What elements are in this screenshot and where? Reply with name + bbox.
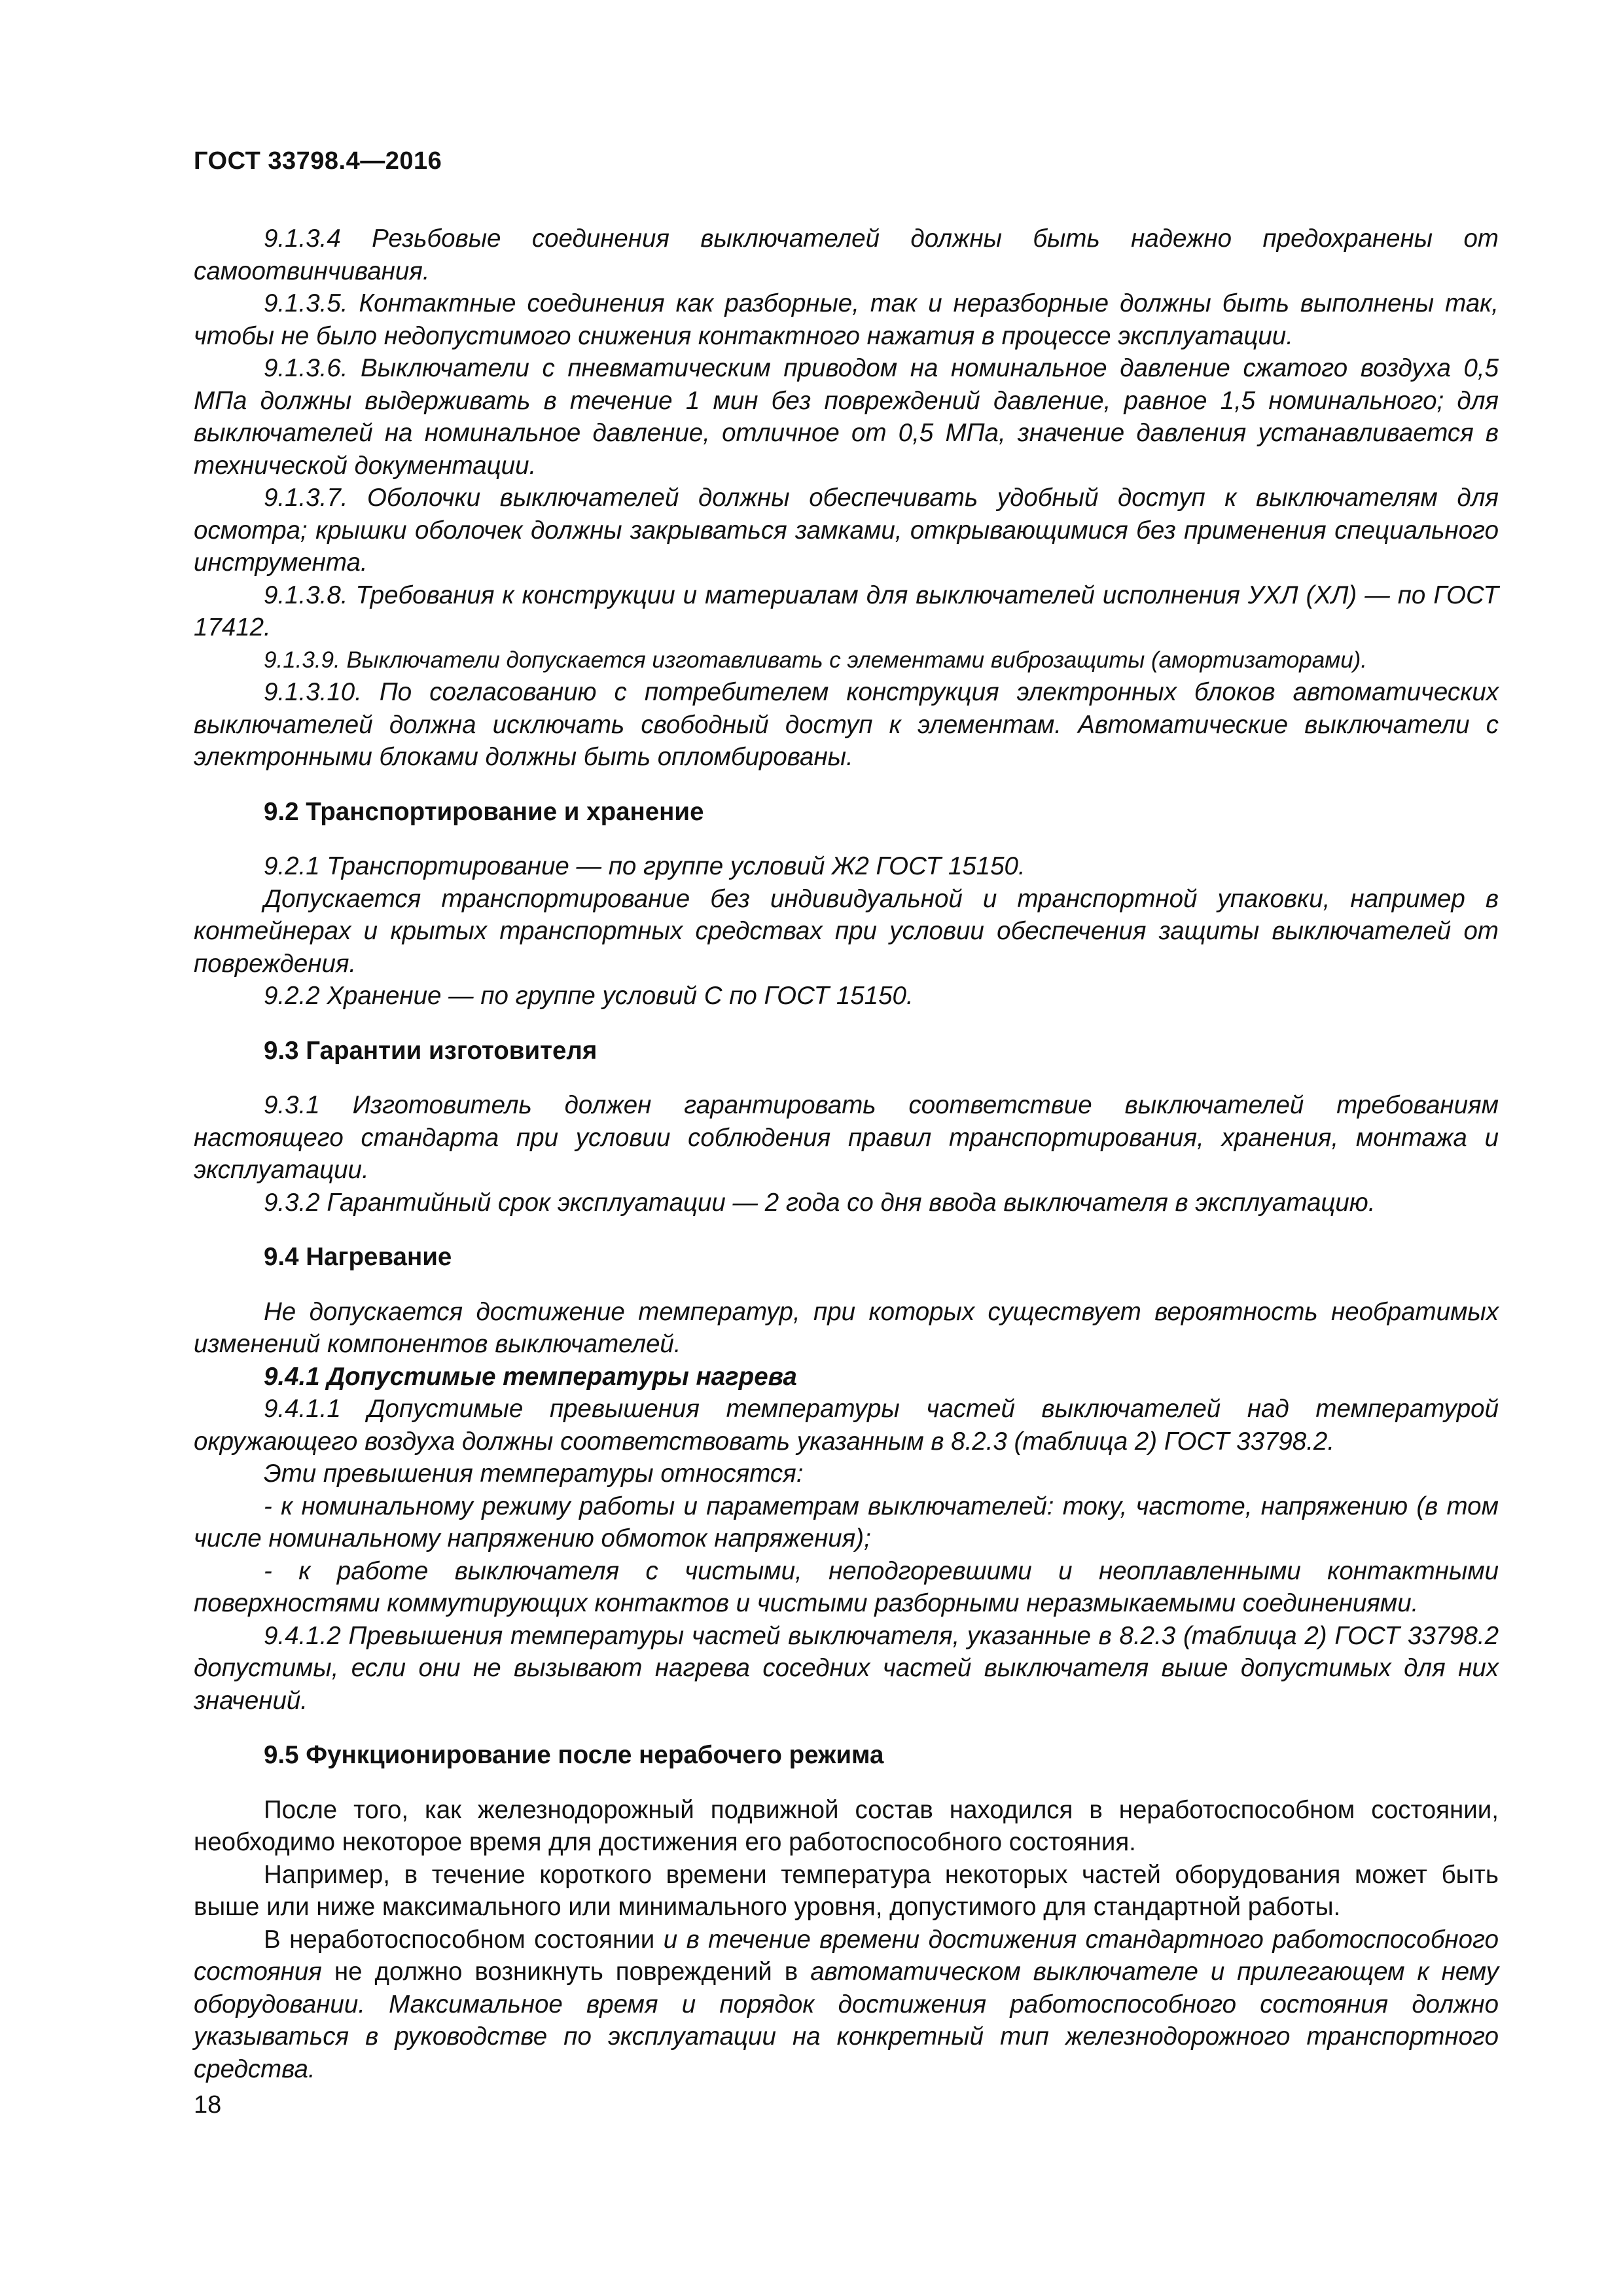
paragraph-9-5-2: Например, в течение короткого времени температура некоторых частей оборудования может быть выше или ниже максимального или минимального уровня, допустимого для стандартной работы. <box>194 1860 1499 1921</box>
paragraph-9-4-intro: Не допускается достижение температур, при которых существует вероятность необратимых изменений компонентов выключателей. <box>194 1297 1499 1358</box>
paragraph-9-1-3-7: 9.1.3.7. Оболочки выключателей должны обеспечивать удобный доступ к выключателям для осмотра; крышки оболочек должны закрываться замками, открывающимися без применения специального инструмента. <box>194 484 1499 577</box>
paragraph-9-3-1: 9.3.1 Изготовитель должен гарантировать соответствие выключателей требованиям настоящего стандарта при условии соблюдения правил транспортирования, хранения, монтажа и эксплуатации. <box>194 1091 1499 1184</box>
paragraph-9-2-2: 9.2.2 Хранение — по группе условий С по ГОСТ 15150. <box>264 982 914 1010</box>
paragraph-9-5-3-part-a: В неработоспособном состоянии <box>264 1925 664 1954</box>
section-heading-9-2: 9.2 Транспортирование и хранение <box>264 797 704 826</box>
paragraph-9-3-2: 9.3.2 Гарантийный срок эксплуатации — 2 года со дня ввода выключателя в эксплуатацию. <box>264 1188 1376 1217</box>
paragraph-9-4-1-1-lead: Эти превышения температуры относятся: <box>264 1460 804 1488</box>
paragraph-9-1-3-10: 9.1.3.10. По согласованию с потребителем конструкция электронных блоков автоматических выключателей должна исключать свободный доступ к элементам. Автоматические выключатели с электронными блоками должны быть опломбированы. <box>194 678 1499 771</box>
paragraph-9-4-1-2: 9.4.1.2 Превышения температуры частей выключателя, указанные в 8.2.3 (таблица 2) ГОСТ 33798.2 допустимы, если они не вызывают нагрева соседних частей выключателя выше допустимых для них значений. <box>194 1621 1499 1715</box>
paragraph-9-1-3-8: 9.1.3.8. Требования к конструкции и материалам для выключателей исполнения УХЛ (ХЛ) — по ГОСТ 17412. <box>194 581 1499 641</box>
page-number: 18 <box>194 2091 222 2119</box>
paragraph-9-2-1: 9.2.1 Транспортирование — по группе условий Ж2 ГОСТ 15150. <box>264 852 1026 880</box>
section-heading-9-4: 9.4 Нагревание <box>264 1243 452 1271</box>
paragraph-9-5-3-part-b: и в течение времени достижения стандартного работоспособного состояния <box>194 1925 1499 1986</box>
paragraph-9-1-3-9: 9.1.3.9. Выключатели допускается изготавливать с элементами виброзащиты (амортизаторами). <box>264 647 1368 673</box>
paragraph-9-5-3-part-d: автоматическом выключателе и прилегающем к нему оборудовании. Максимальное время и порядок достижения работоспособного состояния должно указываться в руководстве по эксплуатации на конкретный тип железнодорожного транспортного средства. <box>194 1958 1499 2083</box>
paragraph-9-1-3-5: 9.1.3.5. Контактные соединения как разборные, так и неразборные должны быть выполнены так, чтобы не было недопустимого снижения контактного нажатия в процессе эксплуатации. <box>194 289 1499 350</box>
document-header: ГОСТ 33798.4—2016 <box>194 147 442 175</box>
document-body <box>194 223 1499 2085</box>
paragraph-9-4-1-1: 9.4.1.1 Допустимые превышения температуры частей выключателей над температурой окружающего воздуха должны соответствовать указанным в 8.2.3 (таблица 2) ГОСТ 33798.2. <box>194 1395 1499 1456</box>
list-item-clean-contacts: - к работе выключателя с чистыми, неподгоревшими и неоплавленными контактными поверхностями коммутирующих контактов и чистыми разборными неразмыкаемыми соединениями. <box>194 1556 1499 1617</box>
paragraph-9-5-1: После того, как железнодорожный подвижной состав находился в неработоспособном состоянии, необходимо некоторое время для достижения его работоспособного состояния. <box>194 1795 1499 1856</box>
paragraph-9-5-3-part-c: не должно возникнуть повреждений в <box>321 1958 811 1986</box>
section-heading-9-5: 9.5 Функционирование после нерабочего режима <box>264 1741 884 1769</box>
subsection-heading-9-4-1: 9.4.1 Допустимые температуры нагрева <box>264 1362 797 1391</box>
list-item-rated-mode: - к номинальному режиму работы и параметрам выключателей: току, частоте, напряжению (в том числе номинальному напряжению обмоток напряжения); <box>194 1492 1499 1552</box>
section-heading-9-3: 9.3 Гарантии изготовителя <box>264 1036 597 1065</box>
paragraph-9-2-1-note: Допускается транспортирование без индивидуальной и транспортной упаковки, например в контейнерах и крытых транспортных средствах при условии обеспечения защиты выключателей от повреждения. <box>194 884 1499 978</box>
paragraph-9-1-3-6: 9.1.3.6. Выключатели с пневматическим приводом на номинальное давление сжатого воздуха 0,5 МПа должны выдерживать в течение 1 мин без повреждений давление, равное 1,5 номинального; для выключателей на номинальное давление, отличное от 0,5 МПа, значение давления устанавливается в технической документации. <box>194 354 1499 480</box>
paragraph-9-5-3 <box>194 1924 1499 2086</box>
paragraph-9-1-3-4: 9.1.3.4 Резьбовые соединения выключателей должны быть надежно предохранены от самоотвинчивания. <box>194 224 1499 285</box>
